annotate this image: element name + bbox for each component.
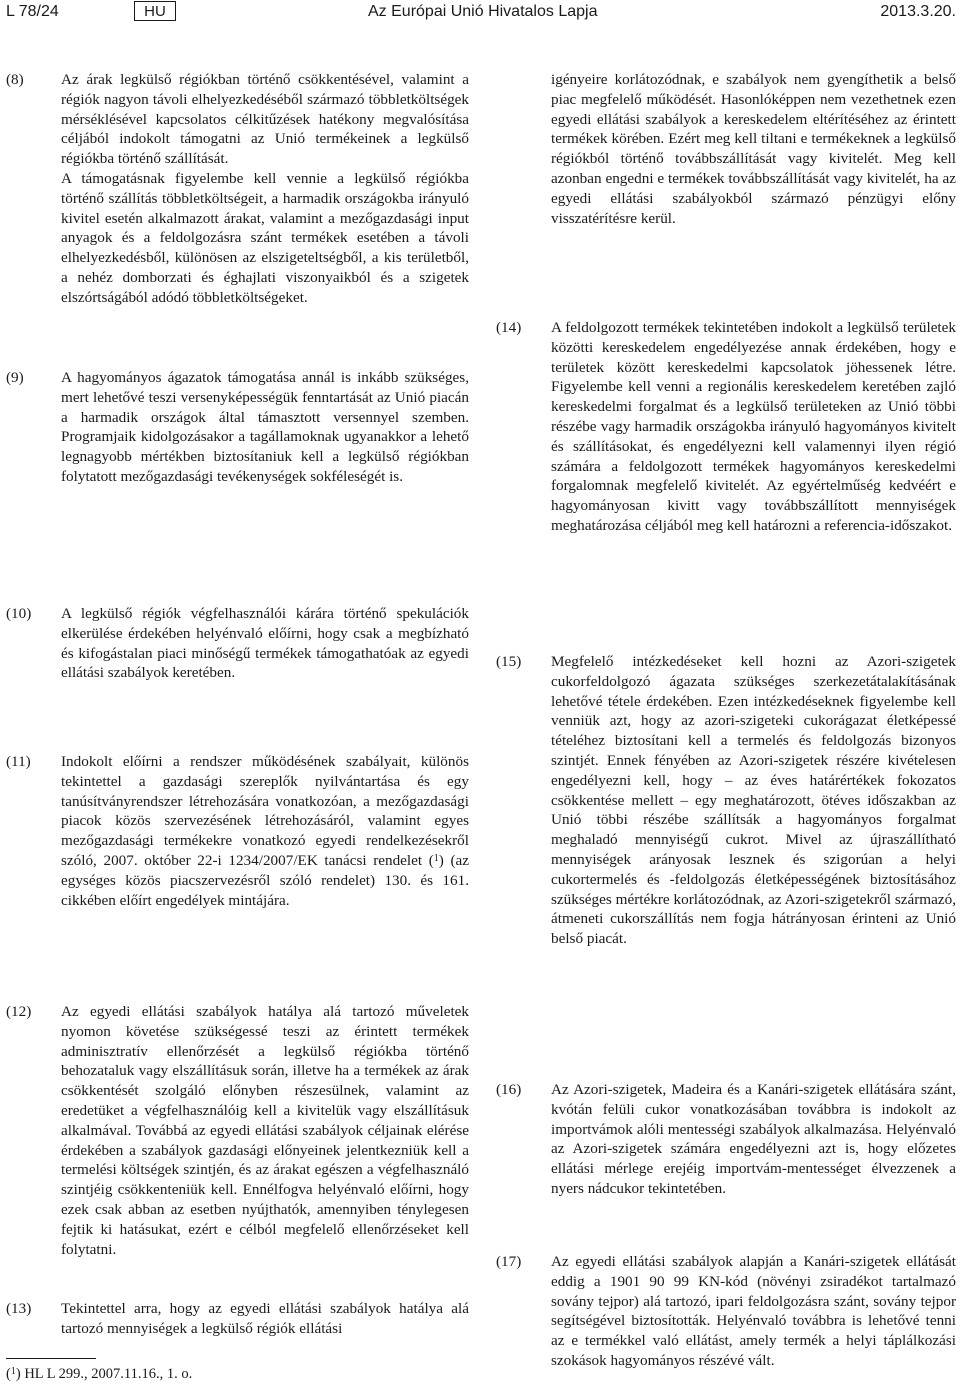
paragraph-number: (13) [6,1300,32,1317]
paragraph-body [61,1002,469,1259]
paragraph-number: (8) [6,71,24,88]
page-number: L 78/24 [6,3,59,20]
paragraph-text: A feldolgozott termékek tekintetében indokolt a legkülső területek közötti kereskedelem engedélyezése annak érdekében, hogy e területek között kereskedelmi kapcsolatok jöhessenek létre. Figyelembe kell venni a regionális kereskedelem keretében zajló kereskedelmi forgalmat és a legkülső területeken az Unió többi részébe vagy harmadik országokba irányuló hagyományos kivitelt és szállításokat, és engedélyezni kell valamennyi ilyen régió számára a feldolgozott termékek hagyományos kereskedelmi forgalomnak megfelelő kivitelét. Az egyértelműség kedvéért e hagyományosan kivitt vagy továbbszállított mennyiségek meghatározása céljából meg kell határozni a referencia-időszakot. [551,319,956,534]
footnote: ($^1$) HL L 299., 2007.11.16., 1. o. [6,1366,193,1382]
paragraph-text: Az egyedi ellátási szabályok hatálya alá tartozó műveletek nyomon követése szükségessé teszi az érintett termékek adminisztratív ellenőrzését a legkülső régiókba történő behozataluk vagy elszállításuk során, illetve ha a termékek az árak csökkentését szolgáló előnyben részesülnek, valamint az eredetüket a végfelhasználóig kell a kivitelük vagy elszállításuk alkalmával. Továbbá az egyedi ellátási szabályok céljainak elérése érdekében a szabályok gazdasági előnyeinek jelentkezniük kell a termelési költségek szintjén, és az árakat egészen a végfelhasználó szintjéig csökkenteniük kell. Ennélfogva helyénvaló előírni, hogy ezek csak abban az esetben nyújthatók, amennyiben ténylegesen fejtik ki hatásukat, ezért e célból megfelelő ellenőrzéseket kell folytatni. [61,1003,469,1258]
journal-title: Az Európai Unió Hivatalos Lapja [368,3,598,20]
paragraph-text: Tekintettel arra, hogy az egyedi ellátási szabályok hatálya alá tartozó mennyiségek a legkülső régiók ellátási [61,1300,469,1337]
paragraph-body [61,1299,469,1339]
paragraph-number: (16) [496,1081,522,1098]
paragraph-body [551,652,956,949]
paragraph-text-part: ) (az egységes közös piacszervezésről szóló rendelet) 130. és 161. cikkében előírt engedélyek mintájára. [61,851,469,909]
paragraph-number: (12) [6,1003,32,1020]
paragraph-text: Az Azori-szigetek, Madeira és a Kanári-szigetek ellátására szánt, kvótán felüli cukor vonatkozásában továbbra is indokolt az importvámok alóli mentességi szabályok alkalmazása. Helyénvaló az Azori-szigetek számára engedélyezni azt is, hogy előzetes ellátási mérlege erejéig importvám-mentességet élvezzenek a nyers nádcukor tekintetében. [551,1081,956,1197]
paragraph-text: Az árak legkülső régiókban történő csökkentésével, valamint a régiók nagyon távoli elhelyezkedéséből származó többletköltségek mérséklésével kapcsolatos célkitűzések hatékony megvalósítása céljából indokolt támogatni az Unió termékeinek a legkülső régiókba történő szállítását. [61,71,469,168]
paragraph-number: (10) [6,605,32,622]
footnote-reference[interactable]: 1 [433,852,439,864]
paragraph-text: A legkülső régiók végfelhasználói kárára történő spekulációk elkerülése érdekében helyénvaló előírni, hogy csak a megbízható és kifogástalan piaci minőségű termékek támogathatóak az egyedi ellátási szabályok keretében. [61,605,469,682]
footnote-text: HL L 299., 2007.11.16., 1. o. [24,1366,193,1382]
language-badge: HU [134,1,176,21]
paragraph-number: (9) [6,369,24,386]
paragraph-text: Megfelelő intézkedéseket kell hozni az Azori-szigetek cukorfeldolgozó ágazata szükséges szerkezetátalakításának lehetővé tétele érdekében. Ezen intézkedéseknek figyelembe kell venniük azt, hogy az azori-szigeteki cukorágazat életképessé tételéhez biztosítani kell a termelés és feldolgozás bizonyos szintjét. Ennek fényében az Azori-szigetek részére kivételesen engedélyezni kell, hogy – az éves határértékek fokozatos csökkentése mellett – egy meghatározott, ötéves időszakban az Unió többi részébe szállítsák a hagyományos forgalmat meghaladó mennyiségű cukrot. Mivel az újraszállítható mennyiségek arányosak lesznek és szigorúan a helyi cukortermelés és -feldolgozás életképességének biztosításához szükséges mértékre korlátozódnak, az Azori-szigetekről származó, átmeneti cukorszállítás nem fogja hátrányosan érinteni az Unió belső piacát. [551,653,956,948]
paragraph-text: igényeire korlátozódnak, e szabályok nem gyengíthetik a belső piac megfelelő működését. Hasonlóképpen nem vezethetnek ezen egyedi ellátási szabályok a kereskedelem eltérítéséhez az érintett termékek körében. Ezért meg kell tiltani e termékeknek a legkülső régiókból történő továbbszállítását vagy kivitelét. Meg kell azonban engedni e termékek továbbszállítását vagy kivitelét, ha az egyedi ellátási szabályokból származó pénzügyi előny visszatérítésre kerül. [551,71,956,227]
paragraph-body [551,70,956,228]
paragraph-number: (11) [6,753,31,770]
paragraph-body [551,318,956,536]
publication-date: 2013.3.20. [880,3,956,20]
paragraph-number: (15) [496,653,522,670]
paragraph-body [61,70,469,308]
paragraph-body [551,1252,956,1371]
paragraph-text-part: Indokolt előírni a rendszer működésének szabályait, különös tekintettel a gazdasági szereplők nyilvántartása és egy tanúsítványrendszer létrehozására vonatkozóan, a mezőgazdasági piacok közös szervezésének létrehozásáról, valamint egyes mezőgazdasági termékekre vonatkozó egyedi rendelkezésekről szóló, 2007. október 22-i 1234/2007/EK tanácsi rendelet ( [61,753,469,869]
paragraph-number: (14) [496,319,522,336]
footnote-mark: 1 [10,1366,16,1377]
paragraph-body [61,604,469,683]
paragraph-text: A támogatásnak figyelembe kell vennie a legkülső régiókba történő szállítás többletköltségeit, a harmadik országokba irányuló kivitel esetén alkalmazott árakat, valamint a mezőgazdasági input anyagok és a feldolgozásra szánt termékek esetében a távoli elhelyezkedésből, különösen az elszigeteltségből, a kis területből, a nehéz domborzati és éghajlati viszonyaikból és a szigetek elszórtságából adódó többletköltségeket. [61,169,469,306]
paragraph-text: Az egyedi ellátási szabályok alapján a Kanári-szigetek ellátását eddig a 1901 90 99 KN-kód (növényi zsiradékot tartalmazó sovány tejpor) alá tartozó, ipari feldolgozásra szánt, sovány tejpor segítségével biztosították. Helyénvaló továbbra is lehetővé tenni az e termékkel való ellátást, amely termék a helyi táplálkozási szokások hagyományos részévé vált. [551,1253,956,1369]
paragraph-body [551,1080,956,1199]
paragraph-body [61,752,469,910]
footnote-divider [6,1358,96,1359]
paragraph-text [61,752,469,910]
page-header [0,0,960,24]
paragraph-number: (17) [496,1253,522,1270]
paragraph-body [61,368,469,487]
paragraph-text: A hagyományos ágazatok támogatása annál is inkább szükséges, mert lehetővé teszi versenyképességük fenntartását az Unió piacán a harmadik országok által támasztott versennyel szemben. Programjaik kidolgozásakor a tagállamoknak ugyanakkor a lehető legnagyobb mértékben biztosítaniuk kell a legkülső régiókban folytatott mezőgazdasági tevékenységek sokféleségét is. [61,369,469,485]
